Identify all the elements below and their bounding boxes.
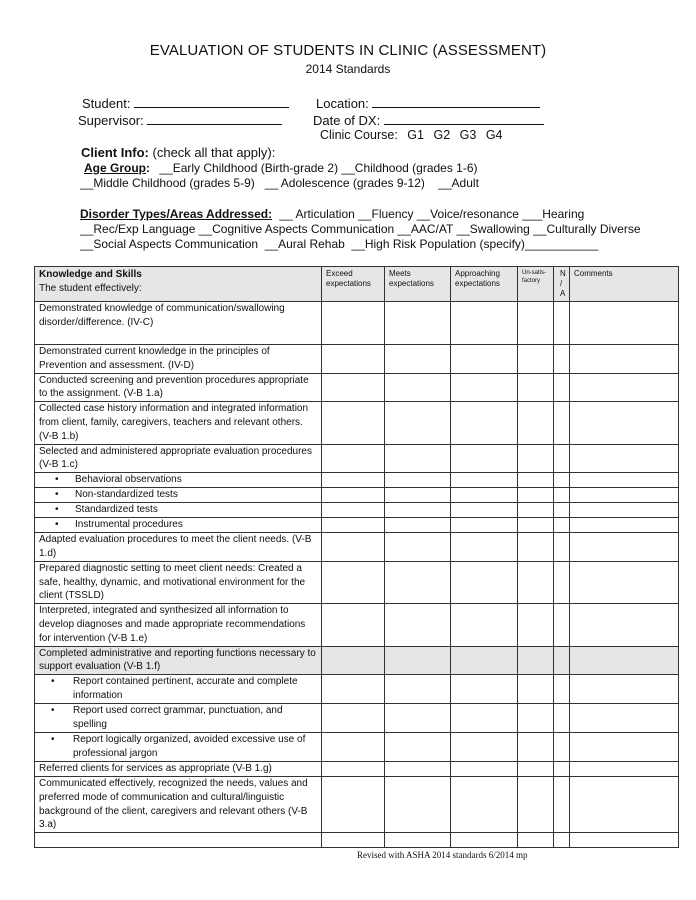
exceed-cell[interactable] xyxy=(322,833,385,848)
meets-cell[interactable] xyxy=(385,604,451,646)
na-cell[interactable] xyxy=(554,503,570,518)
meets-cell[interactable] xyxy=(385,833,451,848)
approaching-cell[interactable] xyxy=(451,833,518,848)
table-header-row xyxy=(35,267,679,302)
approaching-cell[interactable] xyxy=(451,604,518,646)
table-row xyxy=(35,373,679,402)
table-row xyxy=(35,776,679,832)
na-cell[interactable] xyxy=(554,762,570,777)
comments-cell[interactable] xyxy=(570,345,679,374)
meets-cell[interactable] xyxy=(385,533,451,562)
date-dx-label: Date of DX: xyxy=(313,113,381,128)
comments-cell[interactable] xyxy=(570,373,679,402)
criterion-text: Referred clients for services as appropriate (V-B 1.g) xyxy=(39,763,272,775)
meets-cell[interactable] xyxy=(385,503,451,518)
na-cell[interactable] xyxy=(554,833,570,848)
header-knowledge-skills xyxy=(35,267,322,302)
meets-cell[interactable] xyxy=(385,646,451,675)
disorders-label: Disorder Types/Areas Addressed: xyxy=(80,207,273,221)
comments-cell[interactable] xyxy=(570,518,679,533)
exceed-cell[interactable] xyxy=(322,533,385,562)
criterion-cell xyxy=(35,444,322,473)
na-cell[interactable] xyxy=(554,646,570,675)
unsatisfactory-cell[interactable] xyxy=(518,302,554,345)
supervisor-line[interactable] xyxy=(147,112,282,125)
exceed-cell[interactable] xyxy=(322,518,385,533)
exceed-cell[interactable] xyxy=(322,561,385,603)
meets-cell[interactable] xyxy=(385,402,451,444)
na-cell[interactable] xyxy=(554,561,570,603)
criterion-cell xyxy=(35,762,322,777)
student-line[interactable] xyxy=(134,95,289,108)
criterion-text: Completed administrative and reporting functions necessary to support evaluation (V-B 1.f) xyxy=(39,647,316,673)
unsatisfactory-cell[interactable] xyxy=(518,733,554,762)
approaching-cell[interactable] xyxy=(451,776,518,832)
bullet-icon: • xyxy=(55,489,59,501)
bullet-icon: • xyxy=(51,734,55,746)
form-subtitle: 2014 Standards xyxy=(305,62,391,76)
unsatisfactory-cell[interactable] xyxy=(518,776,554,832)
approaching-cell[interactable] xyxy=(451,488,518,503)
criterion-text: Behavioral observations xyxy=(75,474,182,486)
criterion-text: Collected case history information and integrated information from client, family, caregivers, teachers and relevant others. (V-B 1.b) xyxy=(39,403,309,442)
criterion-cell xyxy=(35,646,322,675)
na-cell[interactable] xyxy=(554,604,570,646)
comments-cell[interactable] xyxy=(570,646,679,675)
unsatisfactory-cell[interactable] xyxy=(518,345,554,374)
comments-cell[interactable] xyxy=(570,604,679,646)
meets-cell[interactable] xyxy=(385,518,451,533)
evaluation-table xyxy=(34,266,679,848)
approaching-cell[interactable] xyxy=(451,762,518,777)
na-cell[interactable] xyxy=(554,473,570,488)
meets-cell[interactable] xyxy=(385,704,451,733)
exceed-cell[interactable] xyxy=(322,444,385,473)
meets-cell[interactable] xyxy=(385,444,451,473)
bullet-icon: • xyxy=(55,474,59,486)
criterion-text: Demonstrated current knowledge in the principles of Prevention and assessment. (IV-D) xyxy=(39,346,270,371)
disorders-options-2[interactable]: __Rec/Exp Language __Cognitive Aspects Communication __AAC/AT __Swallowing __Culturally Diverse xyxy=(80,222,641,236)
criterion-cell xyxy=(35,345,322,374)
table-row xyxy=(35,488,679,503)
exceed-cell[interactable] xyxy=(322,473,385,488)
meets-cell[interactable] xyxy=(385,733,451,762)
criterion-cell xyxy=(35,675,322,704)
approaching-cell[interactable] xyxy=(451,444,518,473)
exceed-cell[interactable] xyxy=(322,402,385,444)
course-g2[interactable]: G2 xyxy=(433,128,451,142)
header-exceed: Exceed expectations xyxy=(322,267,385,302)
table-row xyxy=(35,604,679,646)
age-group-label: Age Group xyxy=(84,161,146,175)
bullet-icon: • xyxy=(51,676,55,688)
na-cell[interactable] xyxy=(554,444,570,473)
table-row xyxy=(35,503,679,518)
criterion-text: Interpreted, integrated and synthesized all information to develop diagnoses and made appropriate recommendations for intervention (V-B 1.e) xyxy=(39,605,306,644)
age-group-options-2[interactable]: __Middle Childhood (grades 5-9) __ Adolescence (grades 9-12) __Adult xyxy=(80,176,479,190)
exceed-cell[interactable] xyxy=(322,488,385,503)
comments-cell[interactable] xyxy=(570,488,679,503)
comments-cell[interactable] xyxy=(570,833,679,848)
disorders-row-1 xyxy=(80,207,584,221)
meets-cell[interactable] xyxy=(385,762,451,777)
exceed-cell[interactable] xyxy=(322,646,385,675)
exceed-cell[interactable] xyxy=(322,762,385,777)
criterion-text: Adapted evaluation procedures to meet the client needs. (V-B 1.d) xyxy=(39,534,312,559)
na-cell[interactable] xyxy=(554,373,570,402)
approaching-cell[interactable] xyxy=(451,518,518,533)
unsatisfactory-cell[interactable] xyxy=(518,704,554,733)
unsatisfactory-cell[interactable] xyxy=(518,488,554,503)
header-ks-title: Knowledge and Skills xyxy=(39,269,142,280)
comments-cell[interactable] xyxy=(570,503,679,518)
comments-cell[interactable] xyxy=(570,762,679,777)
exceed-cell[interactable] xyxy=(322,733,385,762)
unsatisfactory-cell[interactable] xyxy=(518,402,554,444)
criterion-text: Standardized tests xyxy=(75,504,158,516)
approaching-cell[interactable] xyxy=(451,675,518,704)
na-cell[interactable] xyxy=(554,518,570,533)
header-ks-sub: The student effectively: xyxy=(39,283,142,294)
comments-cell[interactable] xyxy=(570,675,679,704)
criterion-cell xyxy=(35,473,322,488)
criterion-text: Conducted screening and prevention procedures appropriate to the assignment. (V-B 1.a) xyxy=(39,374,309,400)
table-row xyxy=(35,762,679,777)
exceed-cell[interactable] xyxy=(322,675,385,704)
approaching-cell[interactable] xyxy=(451,302,518,345)
age-group-options-1[interactable]: __Early Childhood (Birth-grade 2) __Childhood (grades 1-6) xyxy=(159,161,478,175)
table-row xyxy=(35,345,679,374)
client-info-label: Client Info: xyxy=(81,145,149,160)
exceed-cell[interactable] xyxy=(322,704,385,733)
exceed-cell[interactable] xyxy=(322,776,385,832)
approaching-cell[interactable] xyxy=(451,345,518,374)
criterion-cell xyxy=(35,604,322,646)
table-row xyxy=(35,444,679,473)
comments-cell[interactable] xyxy=(570,402,679,444)
unsatisfactory-cell[interactable] xyxy=(518,518,554,533)
table-row xyxy=(35,402,679,444)
meets-cell[interactable] xyxy=(385,488,451,503)
approaching-cell[interactable] xyxy=(451,503,518,518)
table-row xyxy=(35,646,679,675)
criterion-text: Prepared diagnostic setting to meet client needs: Created a safe, healthy, dynamic, and motivational environment for the client (TSSLD) xyxy=(39,562,306,602)
table-row xyxy=(35,704,679,733)
course-g1[interactable]: G1 xyxy=(407,128,424,142)
comments-cell[interactable] xyxy=(570,561,679,603)
meets-cell[interactable] xyxy=(385,675,451,704)
criterion-cell xyxy=(35,833,322,848)
comments-cell[interactable] xyxy=(570,444,679,473)
table-row xyxy=(35,833,679,848)
criterion-text: Non-standardized tests xyxy=(75,489,178,501)
approaching-cell[interactable] xyxy=(451,733,518,762)
header-approaching: Approaching expectations xyxy=(451,267,518,302)
na-cell[interactable] xyxy=(554,402,570,444)
unsatisfactory-cell[interactable] xyxy=(518,533,554,562)
exceed-cell[interactable] xyxy=(322,604,385,646)
approaching-cell[interactable] xyxy=(451,646,518,675)
form-title: EVALUATION OF STUDENTS IN CLINIC (ASSESSMENT) xyxy=(149,42,547,59)
approaching-cell[interactable] xyxy=(451,473,518,488)
criterion-cell xyxy=(35,733,322,762)
approaching-cell[interactable] xyxy=(451,402,518,444)
comments-cell[interactable] xyxy=(570,733,679,762)
client-info-heading xyxy=(81,145,275,160)
unsatisfactory-cell[interactable] xyxy=(518,444,554,473)
course-g4[interactable]: G4 xyxy=(485,128,503,142)
criterion-text: Report logically organized, avoided excessive use of professional jargon xyxy=(73,734,306,759)
meets-cell[interactable] xyxy=(385,561,451,603)
course-g3[interactable]: G3 xyxy=(459,128,477,142)
approaching-cell[interactable] xyxy=(451,373,518,402)
bullet-icon: • xyxy=(55,519,59,531)
approaching-cell[interactable] xyxy=(451,704,518,733)
table-row xyxy=(35,518,679,533)
meets-cell[interactable] xyxy=(385,776,451,832)
date-dx-line[interactable] xyxy=(384,112,544,125)
meets-cell[interactable] xyxy=(385,345,451,374)
approaching-cell[interactable] xyxy=(451,533,518,562)
na-cell[interactable] xyxy=(554,733,570,762)
table-row xyxy=(35,675,679,704)
criterion-text: Communicated effectively, recognized the needs, values and preferred mode of communication and cultural/linguistic background of the client, caregivers and relevant others (V-B 3.a) xyxy=(39,777,308,831)
na-cell[interactable] xyxy=(554,345,570,374)
criterion-cell xyxy=(35,533,322,562)
na-cell[interactable] xyxy=(554,302,570,345)
meets-cell[interactable] xyxy=(385,302,451,345)
approaching-cell[interactable] xyxy=(451,561,518,603)
meets-cell[interactable] xyxy=(385,373,451,402)
criterion-cell xyxy=(35,373,322,402)
comments-cell[interactable] xyxy=(570,704,679,733)
unsatisfactory-cell[interactable] xyxy=(518,646,554,675)
unsatisfactory-cell[interactable] xyxy=(518,473,554,488)
unsatisfactory-cell[interactable] xyxy=(518,762,554,777)
criterion-cell xyxy=(35,776,322,832)
criterion-text: Instrumental procedures xyxy=(75,519,183,531)
clinic-course-field xyxy=(320,128,503,142)
header-unsatisfactory: Un-satis-factory xyxy=(518,267,554,302)
comments-cell[interactable] xyxy=(570,473,679,488)
criterion-text: Report contained pertinent, accurate and complete information xyxy=(73,676,298,701)
na-cell[interactable] xyxy=(554,776,570,832)
criterion-cell xyxy=(35,518,322,533)
table-row xyxy=(35,473,679,488)
unsatisfactory-cell[interactable] xyxy=(518,373,554,402)
bullet-icon: • xyxy=(51,705,55,717)
location-field[interactable] xyxy=(316,95,540,111)
comments-cell[interactable] xyxy=(570,302,679,345)
criterion-cell xyxy=(35,302,322,345)
student-label: Student: xyxy=(82,96,131,111)
meets-cell[interactable] xyxy=(385,473,451,488)
clinic-course-label: Clinic Course: xyxy=(320,128,398,142)
header-comments: Comments xyxy=(570,267,679,302)
age-group-row-1: Age Group: __Early Childhood (Birth-grade 2) __Childhood (grades 1-6) xyxy=(84,161,478,175)
criterion-text: Report used correct grammar, punctuation, and spelling xyxy=(73,705,283,730)
student-field[interactable] xyxy=(82,95,289,111)
unsatisfactory-cell[interactable] xyxy=(518,503,554,518)
na-cell[interactable] xyxy=(554,533,570,562)
table-row xyxy=(35,733,679,762)
unsatisfactory-cell[interactable] xyxy=(518,604,554,646)
criterion-text: Selected and administered appropriate evaluation procedures (V-B 1.c) xyxy=(39,445,312,471)
unsatisfactory-cell[interactable] xyxy=(518,675,554,704)
na-cell[interactable] xyxy=(554,675,570,704)
disorders-options-3[interactable]: __Social Aspects Communication __Aural Rehab __High Risk Population (specify)___________ xyxy=(80,237,599,251)
header-meets: Meets expectations xyxy=(385,267,451,302)
supervisor-field[interactable] xyxy=(78,112,282,128)
date-dx-field[interactable] xyxy=(313,112,544,128)
criterion-cell xyxy=(35,561,322,603)
exceed-cell[interactable] xyxy=(322,345,385,374)
criterion-cell xyxy=(35,488,322,503)
bullet-icon: • xyxy=(55,504,59,516)
location-label: Location: xyxy=(316,96,369,111)
supervisor-label: Supervisor: xyxy=(78,113,144,128)
na-cell[interactable] xyxy=(554,704,570,733)
client-info-note: (check all that apply): xyxy=(152,145,276,160)
criterion-text: Demonstrated knowledge of communication/swallowing disorder/difference. (IV-C) xyxy=(39,303,285,328)
disorders-options-1[interactable]: __ Articulation __Fluency __Voice/resonance ___Hearing xyxy=(279,207,585,221)
criterion-cell xyxy=(35,503,322,518)
comments-cell[interactable] xyxy=(570,533,679,562)
table-row xyxy=(35,561,679,603)
header-na: N / A xyxy=(554,267,570,302)
footer-note: Revised with ASHA 2014 standards 6/2014 mp xyxy=(357,850,528,860)
table-row xyxy=(35,302,679,345)
exceed-cell[interactable] xyxy=(322,373,385,402)
table-row xyxy=(35,533,679,562)
location-line[interactable] xyxy=(372,95,540,108)
na-cell[interactable] xyxy=(554,488,570,503)
comments-cell[interactable] xyxy=(570,776,679,832)
exceed-cell[interactable] xyxy=(322,503,385,518)
unsatisfactory-cell[interactable] xyxy=(518,833,554,848)
unsatisfactory-cell[interactable] xyxy=(518,561,554,603)
exceed-cell[interactable] xyxy=(322,302,385,345)
criterion-cell xyxy=(35,402,322,444)
criterion-cell xyxy=(35,704,322,733)
